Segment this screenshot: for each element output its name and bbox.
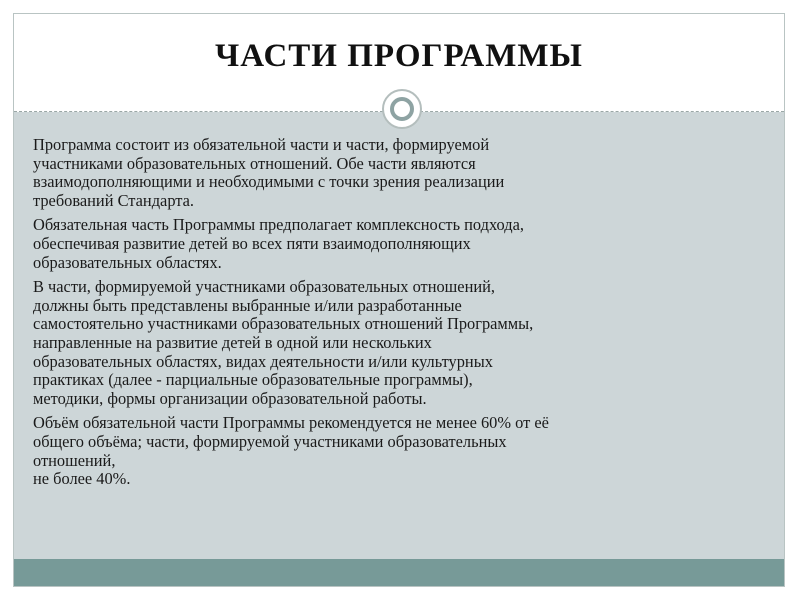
paragraph-3: В части, формируемой участниками образовательных отношений, должны быть представлены выбранные и/или разработанные самостоятельно участниками образовательных отношений Программы, направленные на развитие детей в одной или нескольких образовательных областях, видах деятельности и/или культурных практиках (далее - парциальные образовательные программы), методики, формы организации образовательной работы.: [33, 277, 534, 408]
slide-title: ЧАСТИ ПРОГРАММЫ: [215, 38, 583, 74]
paragraph-4: Объём обязательной части Программы рекомендуется не менее 60% от её общего объёма; части, формируемой участниками образовательных отношений, не более 40%.: [33, 413, 549, 489]
body-text: [33, 136, 773, 495]
ring-ornament-icon: [382, 89, 422, 129]
paragraph-2: Обязательная часть Программы предполагает комплексность подхода, обеспечивая развитие детей во всех пяти взаимодополняющих образовательных областях.: [33, 215, 524, 272]
paragraph-1: Программа состоит из обязательной части и части, формируемой участниками образовательных отношений. Обе части являются взаимодополняющими и необходимыми с точки зрения реализации требований Стандарта.: [33, 135, 505, 210]
footer-band: [14, 559, 784, 586]
ring-ornament-inner: [390, 97, 414, 121]
